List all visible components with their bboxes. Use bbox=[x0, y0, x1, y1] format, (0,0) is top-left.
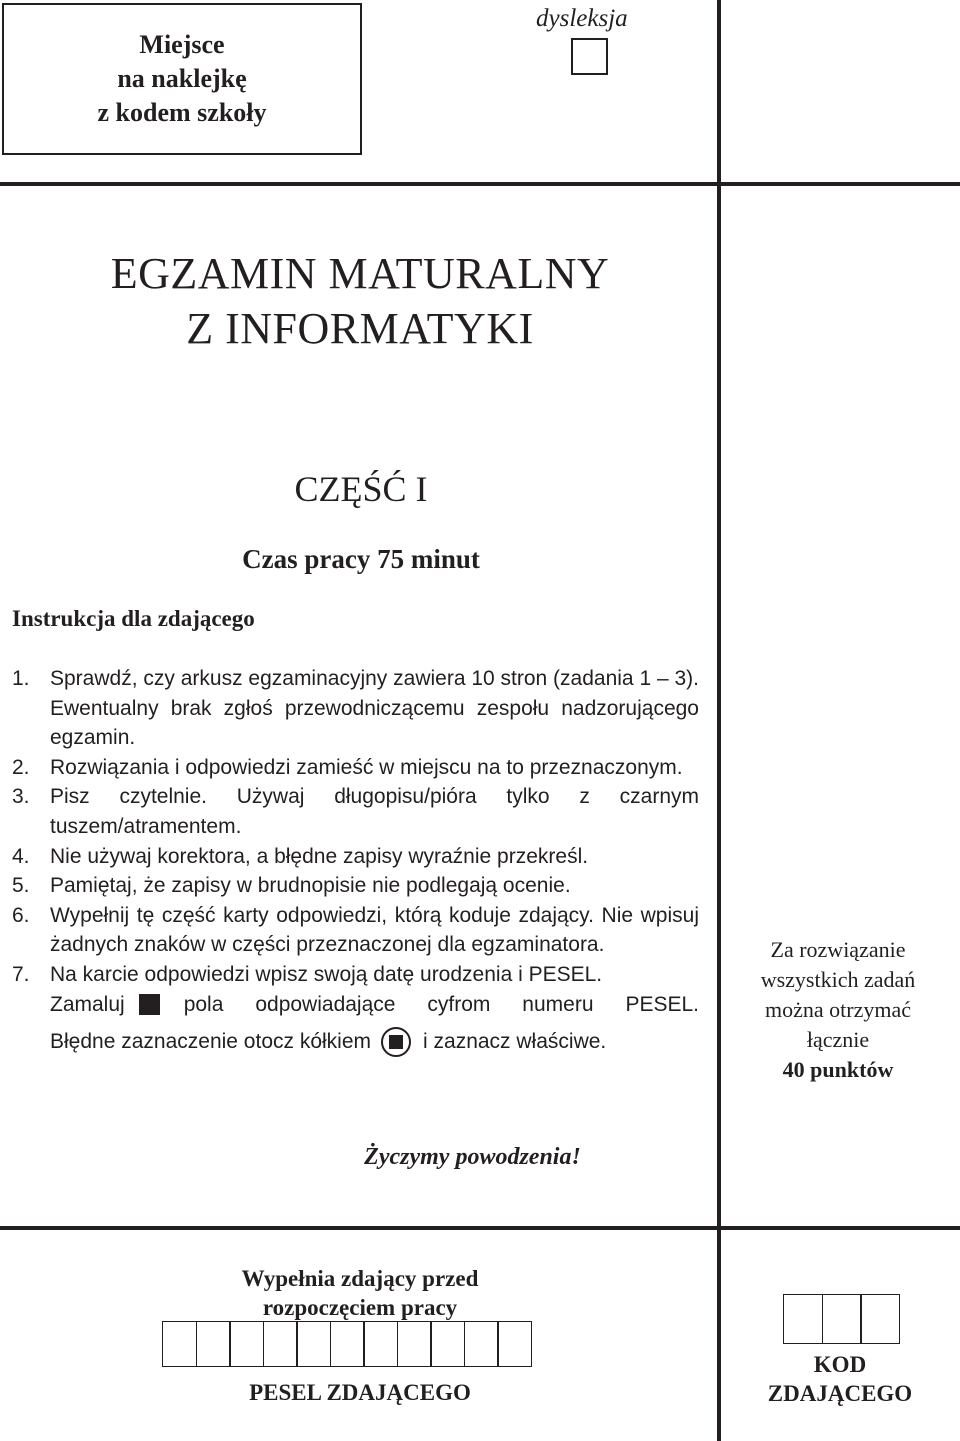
circled-square-icon bbox=[381, 1027, 411, 1057]
pesel-digit-cell[interactable] bbox=[229, 1321, 264, 1367]
candidate-code-cell[interactable] bbox=[860, 1294, 900, 1344]
kod-label-line: ZDAJĄCEGO bbox=[767, 1381, 913, 1406]
exam-title-line-2: Z INFORMATYKI bbox=[186, 304, 534, 353]
item-text: Na karcie odpowiedzi wpisz swoją datę urodzenia i PESEL. bbox=[50, 962, 603, 986]
pesel-digit-cell[interactable] bbox=[263, 1321, 298, 1367]
item-number: 2. bbox=[12, 755, 30, 779]
sticker-line-2: na naklejkę bbox=[117, 64, 247, 93]
kod-label-line: KOD bbox=[813, 1352, 867, 1377]
list-item bbox=[12, 664, 699, 753]
list-item bbox=[12, 753, 699, 783]
pesel-digit-cell[interactable] bbox=[363, 1321, 398, 1367]
pesel-digit-cell[interactable] bbox=[196, 1321, 231, 1367]
item-text: Nie używaj korektora, a błędne zapisy wyraźnie przekreśl. bbox=[50, 844, 589, 868]
item-number: 3. bbox=[12, 785, 30, 809]
item-text: pola odpowiadające cyfrom numeru PESEL. bbox=[183, 992, 699, 1016]
list-item bbox=[12, 842, 699, 872]
item-text: Sprawdź, czy arkusz egzaminacyjny zawiera 10 stron (zadania 1 – 3). Ewentualny brak zgłoś przewodniczącemu zespołu nadzorującego egzamin. bbox=[50, 667, 699, 750]
exam-title-line-1: EGZAMIN MATURALNY bbox=[110, 249, 610, 298]
points-line: wszystkich zadań bbox=[760, 967, 916, 992]
item-text: Rozwiązania i odpowiedzi zamieść w miejscu na to przeznaczonym. bbox=[50, 755, 683, 779]
points-line: łącznie bbox=[806, 1027, 870, 1052]
pesel-input-row bbox=[162, 1321, 531, 1367]
pesel-digit-cell[interactable] bbox=[162, 1321, 197, 1367]
candidate-code-cell[interactable] bbox=[822, 1294, 862, 1344]
fill-label-line: Wypełnia zdający przed bbox=[241, 1266, 479, 1291]
good-luck-message: Życzymy powodzenia! bbox=[364, 1144, 581, 1170]
candidate-code-input-row bbox=[783, 1294, 899, 1344]
pesel-digit-cell[interactable] bbox=[296, 1321, 331, 1367]
item-number: 5. bbox=[12, 874, 30, 898]
item-text: Błędne zaznaczenie otocz kółkiem bbox=[50, 1030, 372, 1054]
dyslexia-label: dysleksja bbox=[536, 5, 628, 32]
pesel-label: PESEL ZDAJĄCEGO bbox=[249, 1380, 471, 1405]
item-number: 1. bbox=[12, 667, 30, 690]
pesel-digit-cell[interactable] bbox=[430, 1321, 465, 1367]
list-item bbox=[12, 782, 699, 841]
filled-square-icon bbox=[139, 994, 160, 1015]
fill-label-line: rozpoczęciem pracy bbox=[262, 1295, 458, 1320]
list-item bbox=[12, 871, 699, 901]
time-limit-label: Czas pracy 75 minut bbox=[242, 544, 480, 574]
item-number: 6. bbox=[12, 903, 30, 927]
dyslexia-checkbox[interactable] bbox=[571, 38, 608, 75]
school-code-sticker-box bbox=[2, 3, 362, 155]
pesel-digit-cell[interactable] bbox=[330, 1321, 365, 1367]
sticker-line-1: Miejsce bbox=[139, 30, 225, 59]
item-text: Zamaluj bbox=[50, 992, 125, 1016]
item-number: 4. bbox=[12, 844, 30, 868]
instructions-list bbox=[12, 664, 699, 1057]
instructions-heading: Instrukcja dla zdającego bbox=[12, 606, 255, 631]
item-text: Wypełnij tę część karty odpowiedzi, którą koduje zdający. Nie wpisuj żadnych znaków w części przeznaczonej dla egzaminatora. bbox=[50, 903, 699, 957]
points-box bbox=[726, 935, 950, 1085]
item-number: 7. bbox=[12, 962, 30, 986]
item-text: i zaznacz właściwe. bbox=[423, 1030, 607, 1054]
part-title: CZĘŚĆ I bbox=[294, 469, 428, 509]
sticker-line-3: z kodem szkoły bbox=[97, 98, 267, 127]
points-line: Za rozwiązanie bbox=[770, 937, 906, 962]
footer-divider bbox=[0, 1226, 960, 1230]
candidate-code-cell[interactable] bbox=[783, 1294, 823, 1344]
fill-by-candidate-label bbox=[210, 1264, 510, 1322]
candidate-code-label bbox=[740, 1350, 940, 1408]
points-line: można otrzymać bbox=[765, 997, 911, 1022]
total-points: 40 punktów bbox=[782, 1057, 894, 1082]
header-divider bbox=[0, 182, 960, 186]
pesel-digit-cell[interactable] bbox=[397, 1321, 432, 1367]
vertical-divider bbox=[717, 0, 721, 1441]
item-text: Pisz czytelnie. Używaj długopisu/pióra tylko z czarnym tuszem/atramentem. bbox=[50, 785, 699, 838]
list-item bbox=[12, 960, 699, 1057]
item-text: Pamiętaj, że zapisy w brudnopisie nie podlegają ocenie. bbox=[50, 874, 571, 898]
pesel-digit-cell[interactable] bbox=[497, 1321, 532, 1367]
list-item bbox=[12, 901, 699, 960]
pesel-digit-cell[interactable] bbox=[464, 1321, 499, 1367]
